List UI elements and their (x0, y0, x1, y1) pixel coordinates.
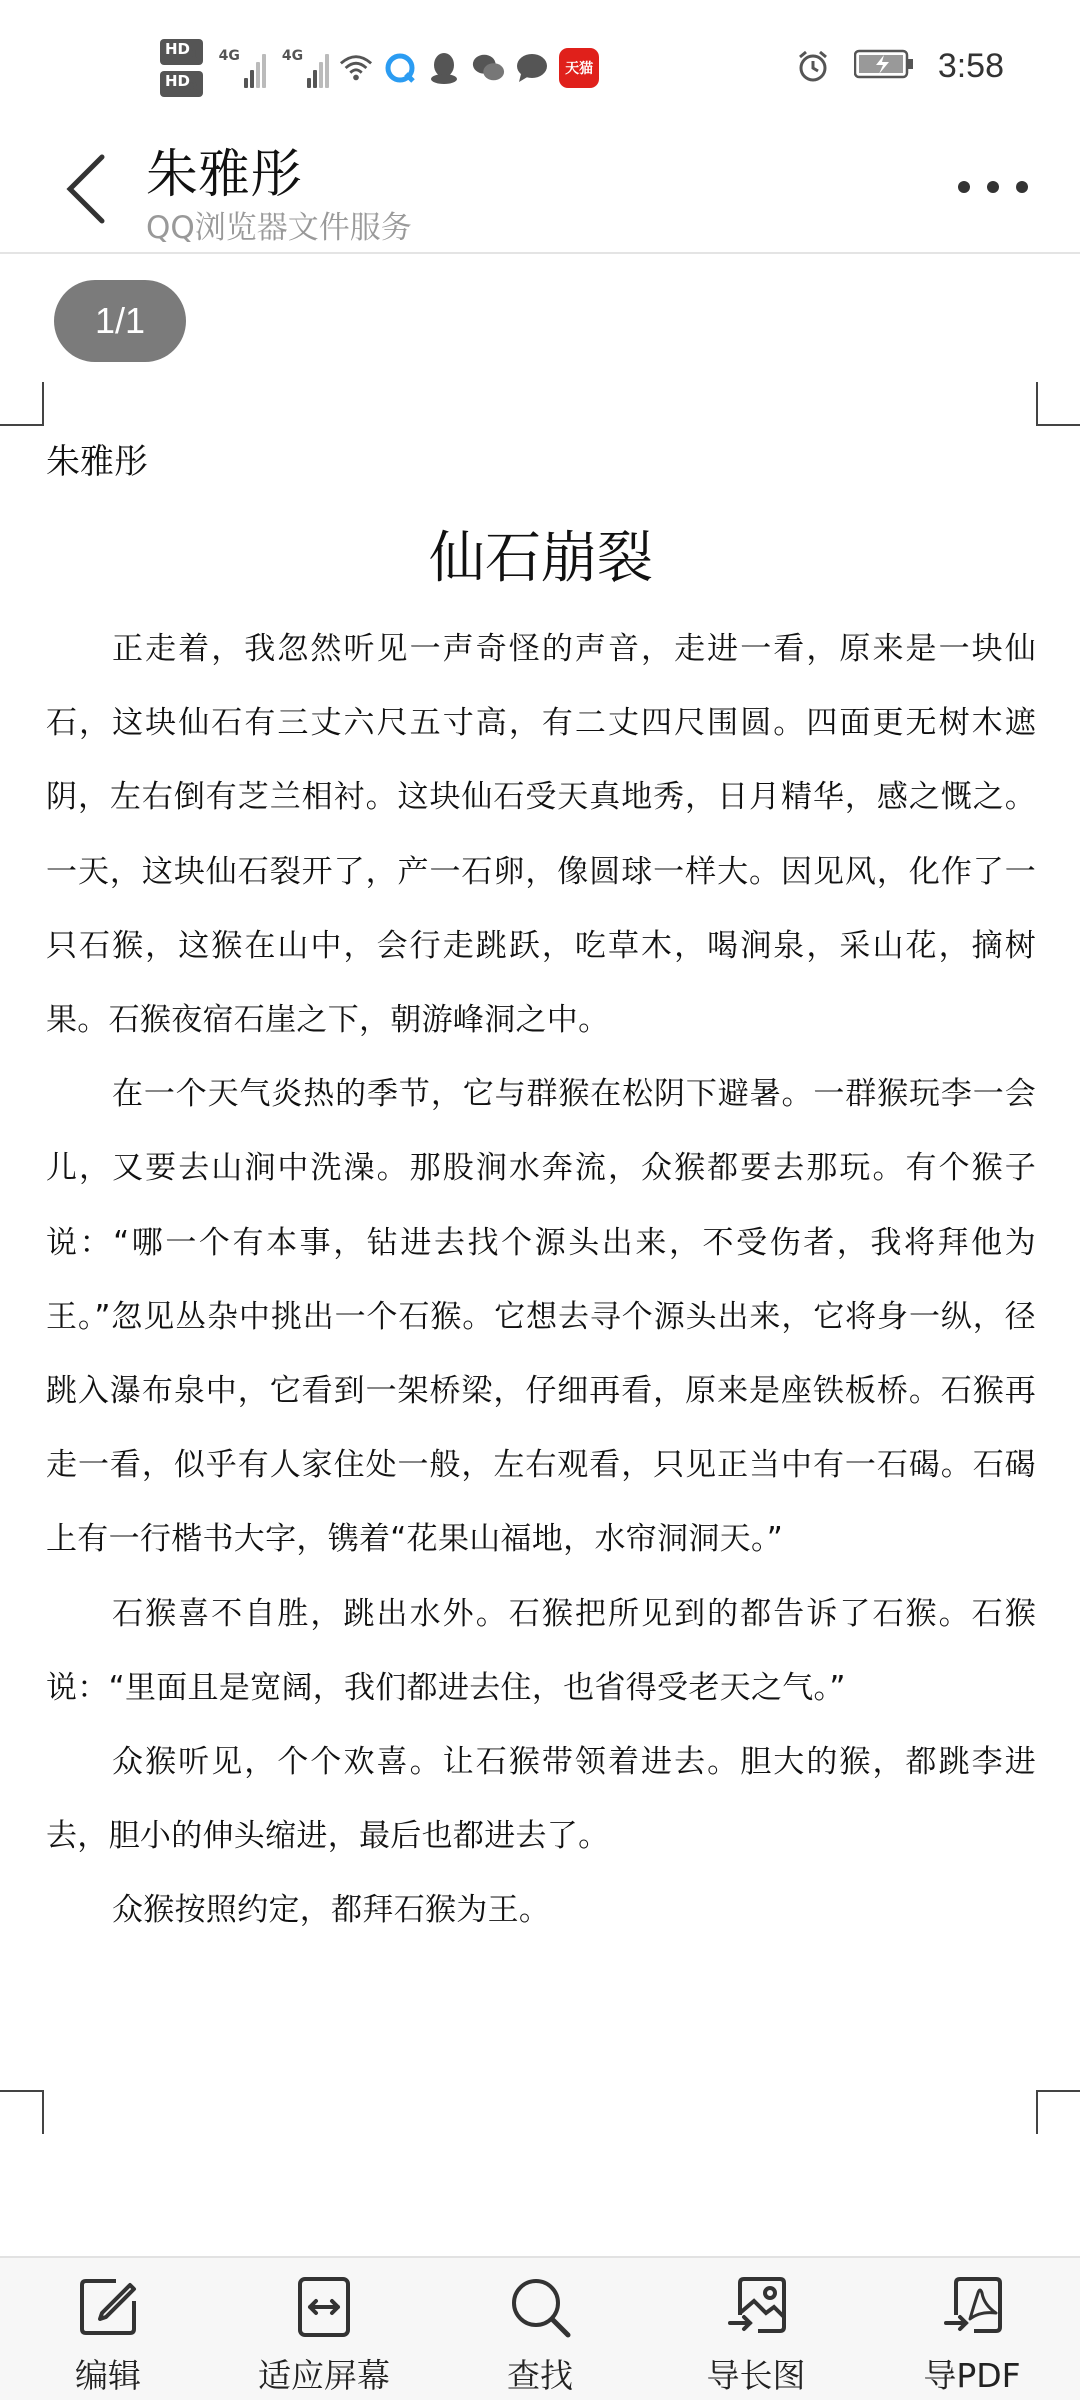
crop-mark-top-left (0, 382, 44, 426)
document-heading: 仙石崩裂 (429, 526, 653, 591)
wifi-icon (339, 51, 373, 85)
crop-mark-top-right (1036, 382, 1080, 426)
document-paragraph: 在一个天气炎热的季节，它与群猴在松阴下避暑。一群猴玩李一会儿，又要去山涧中洗澡。那股涧水奔流，众猴都要去那玩。有个猴子说：“哪一个有本事，钻进去找个源头出来，不受伤者，我将拜他为王。”忽见丛杂中挑出一个石猴。它想去寻个源头出来，它将身一纵，径跳入瀑布泉中，它看到一架桥梁，仔细再看，原来是座铁板桥。石猴再走一看，似乎有人家住处一般，左右观看，只见正当中有一石碣。石碣上有一行楷书大字，镌着“花果山福地，水帘洞洞天。” (46, 1076, 1036, 1558)
back-button[interactable] (56, 144, 116, 234)
page-title: 朱雅彤 (146, 145, 303, 205)
more-dot-icon (958, 181, 970, 193)
qq-browser-icon (383, 51, 417, 85)
document-content (46, 430, 1036, 1948)
export-pdf-icon (937, 2272, 1007, 2342)
export-pdf-button[interactable]: 导PDF (864, 2258, 1080, 2400)
crop-mark-bottom-left (0, 2090, 44, 2134)
edit-button[interactable]: 编辑 (0, 2258, 216, 2400)
alarm-icon (796, 49, 830, 83)
message-icon (515, 51, 549, 85)
document-paragraph: 众猴听见，个个欢喜。让石猴带领着进去。胆大的猴，都跳李进去，胆小的伸头缩进，最后也都进去了。 (46, 1744, 1036, 1855)
page-subtitle: QQ浏览器文件服务 (146, 210, 412, 246)
status-bar (0, 0, 1080, 120)
edit-icon (73, 2272, 143, 2342)
signal-strength-1-icon: 4G (219, 48, 266, 88)
export-long-image-button[interactable]: 导长图 (648, 2258, 864, 2400)
signal-strength-2-icon: 4G (282, 48, 329, 88)
wechat-icon (471, 51, 505, 85)
more-options-button[interactable] (958, 172, 1028, 202)
tmall-icon: 天猫 (559, 48, 599, 88)
hd2-badge: $HD_2$ (160, 71, 203, 97)
fit-screen-button[interactable]: 适应屏幕 (216, 2258, 432, 2400)
hd1-badge: $HD_1$ (160, 39, 203, 65)
battery-charging-icon (854, 49, 914, 83)
document-paragraph: 正走着，我忽然听见一声奇怪的声音，走进一看，原来是一块仙石，这块仙石有三丈六尺五寸高，有二丈四尺围圆。四面更无树木遮阴，左右倒有芝兰相衬。这块仙石受天真地秀，日月精华，感之慨之。一天，这块仙石裂开了，产一石卵，像圆球一样大。因见风，化作了一只石猴，这猴在山中，会行走跳跃，吃草木，喝涧泉，采山花，摘树果。石猴夜宿石崖之下，朝游峰洞之中。 (46, 631, 1036, 1039)
page-indicator: 1/1 (54, 280, 186, 362)
title-bar (0, 120, 1080, 254)
more-dot-icon (1016, 181, 1028, 193)
qq-icon (427, 51, 461, 85)
export-image-icon (721, 2272, 791, 2342)
status-bar-right (796, 44, 1004, 88)
chevron-left-icon (64, 153, 108, 225)
bottom-toolbar (0, 2256, 1080, 2400)
hd-indicators (160, 39, 203, 97)
document-author: 朱雅彤 (46, 442, 148, 482)
more-dot-icon (987, 181, 999, 193)
document-paragraph: 石猴喜不自胜，跳出水外。石猴把所见到的都告诉了石猴。石猴说：“里面且是宽阔，我们都进去住，也省得受老天之气。” (46, 1595, 1036, 1706)
status-bar-left (160, 34, 599, 102)
crop-mark-bottom-right (1036, 2090, 1080, 2134)
search-button[interactable]: 查找 (432, 2258, 648, 2400)
clock: 3:58 (937, 46, 1004, 85)
document-paragraph: 众猴按照约定，都拜石猴为王。 (112, 1892, 551, 1929)
fit-screen-icon (289, 2272, 359, 2342)
search-icon (505, 2272, 575, 2342)
